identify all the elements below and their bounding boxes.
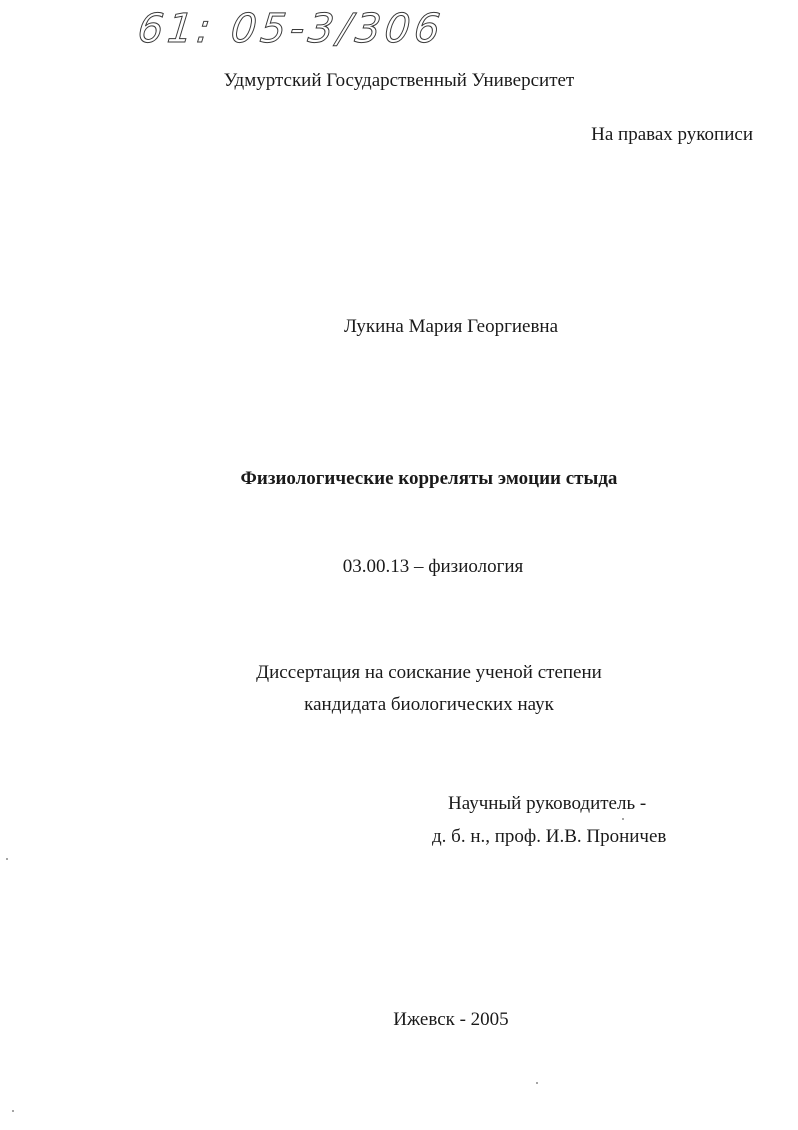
supervisor-label: Научный руководитель - bbox=[448, 793, 647, 814]
rights-note: На правах рукописи bbox=[591, 124, 753, 145]
scan-speck bbox=[6, 858, 8, 860]
archive-mark-text: 61: 05-3/306 bbox=[135, 6, 447, 52]
handwritten-archive-mark bbox=[135, 4, 447, 68]
supervisor-name: д. б. н., проф. И.В. Проничев bbox=[432, 826, 667, 847]
degree-line-2: кандидата биологических наук bbox=[304, 694, 554, 715]
dissertation-title: Физиологические корреляты эмоции стыда bbox=[240, 468, 618, 489]
degree-line-1: Диссертация на соискание ученой степени bbox=[256, 662, 602, 683]
scan-speck bbox=[622, 818, 624, 820]
place-year: Ижевск - 2005 bbox=[393, 1009, 509, 1030]
university-name: Удмуртский Государственный Университет bbox=[223, 70, 575, 91]
author-name: Лукина Мария Георгиевна bbox=[343, 316, 559, 337]
scan-speck bbox=[536, 1082, 538, 1084]
scan-speck bbox=[12, 1110, 14, 1112]
specialty-code: 03.00.13 – физиология bbox=[342, 556, 524, 577]
